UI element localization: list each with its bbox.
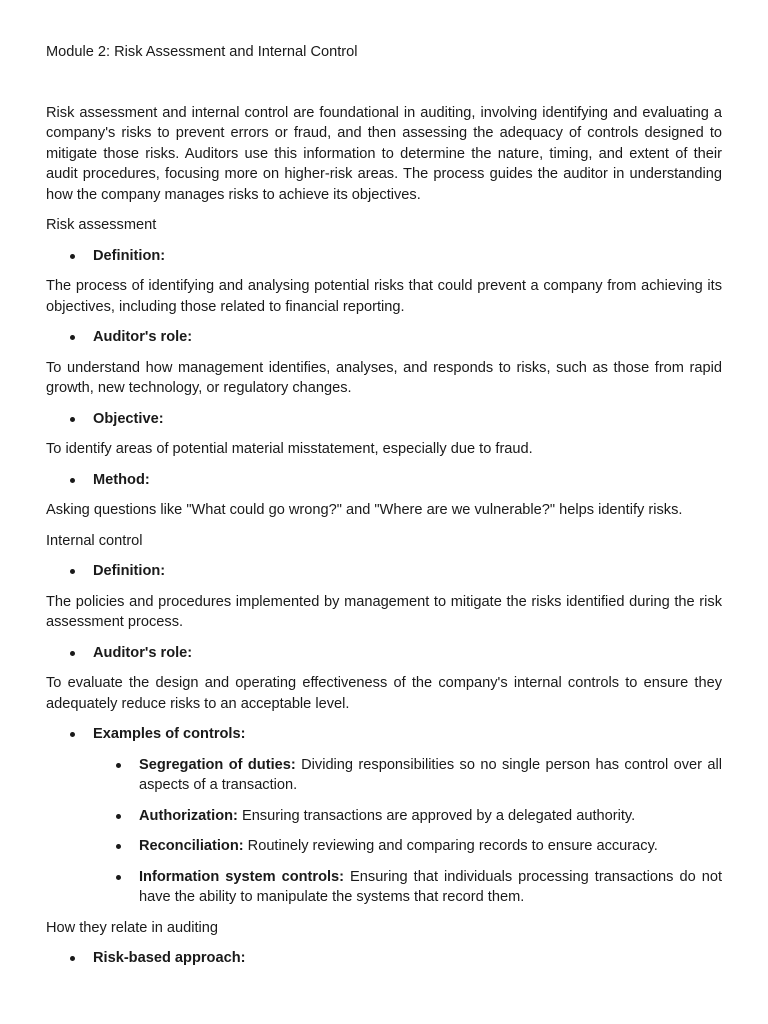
bullet-item (46, 561, 722, 582)
control-examples-list (46, 724, 722, 745)
example-text: Ensuring transactions are approved by a delegated authority. (237, 807, 636, 824)
risk-definition-list (46, 246, 722, 267)
bullet-label: Method: (93, 471, 150, 488)
bullet-item (46, 246, 722, 267)
bullet-item (46, 409, 722, 430)
control-definition-text: The policies and procedures implemented by management to mitigate the risks identified during the risk assessment process. (46, 593, 722, 630)
bullet-label: Examples of controls: (93, 726, 246, 742)
section-heading-internal-control: Internal control (46, 532, 143, 549)
risk-method-text: Asking questions like "What could go wrong?" and "Where are we vulnerable?" helps identify risks. (46, 502, 683, 518)
bullet-label: Objective: (93, 410, 164, 427)
risk-objective-list (46, 409, 722, 430)
example-term: Reconciliation: (139, 838, 244, 854)
bullet-label: Definition: (93, 563, 166, 579)
intro-paragraph: Risk assessment and internal control are foundational in auditing, involving identifying and evaluating a company's risks to prevent errors or fraud, and then assessing the adequacy of controls designed to mitigate those risks. Auditors use this information to determine the nature, timing, and extent of their audit procedures, focusing more on higher-risk areas. The process guides the auditor in understanding how the company manages risks to achieve its objectives. (46, 104, 722, 203)
example-term: Authorization: (139, 807, 238, 824)
example-item (46, 806, 722, 827)
bullet-label: Risk-based approach: (93, 950, 246, 966)
bullet-item (46, 643, 722, 664)
bullet-item (46, 470, 722, 491)
example-item (46, 867, 722, 908)
bullet-item (46, 724, 722, 745)
risk-definition-text: The process of identifying and analysing potential risks that could prevent a company from achieving its objectives, including those related to financial reporting. (46, 278, 722, 315)
relation-list (46, 948, 722, 969)
risk-objective-text: To identify areas of potential material misstatement, especially due to fraud. (46, 441, 533, 457)
example-text: Ensuring that individuals processing transactions do not have the ability to manipulate the systems that record them. (139, 868, 722, 905)
section-heading-relation: How they relate in auditing (46, 919, 218, 936)
example-item (46, 755, 722, 796)
control-role-list (46, 643, 722, 664)
example-term: Information system controls: (139, 868, 345, 885)
bullet-label: Definition: (93, 247, 166, 264)
control-definition-list (46, 561, 722, 582)
example-text: Dividing responsibilities so no single person has control over all aspects of a transaction. (139, 756, 722, 793)
control-examples-sublist (46, 755, 722, 908)
risk-method-list (46, 470, 722, 491)
section-heading-risk-assessment: Risk assessment (46, 217, 157, 233)
document-title: Module 2: Risk Assessment and Internal Control (46, 44, 358, 60)
example-term: Segregation of duties: (139, 756, 296, 773)
bullet-label: Auditor's role: (93, 644, 193, 661)
risk-role-list (46, 327, 722, 348)
bullet-item (46, 948, 722, 969)
bullet-item (46, 327, 722, 348)
example-text: Routinely reviewing and comparing records to ensure accuracy. (243, 838, 658, 854)
bullet-label: Auditor's role: (93, 329, 193, 345)
risk-role-text: To understand how management identifies, analyses, and responds to risks, such as those from rapid growth, new technology, or regulatory changes. (46, 359, 722, 396)
control-role-text: To evaluate the design and operating effectiveness of the company's internal controls to ensure they adequately reduce risks to an acceptable level. (46, 675, 722, 712)
example-item (46, 836, 722, 857)
